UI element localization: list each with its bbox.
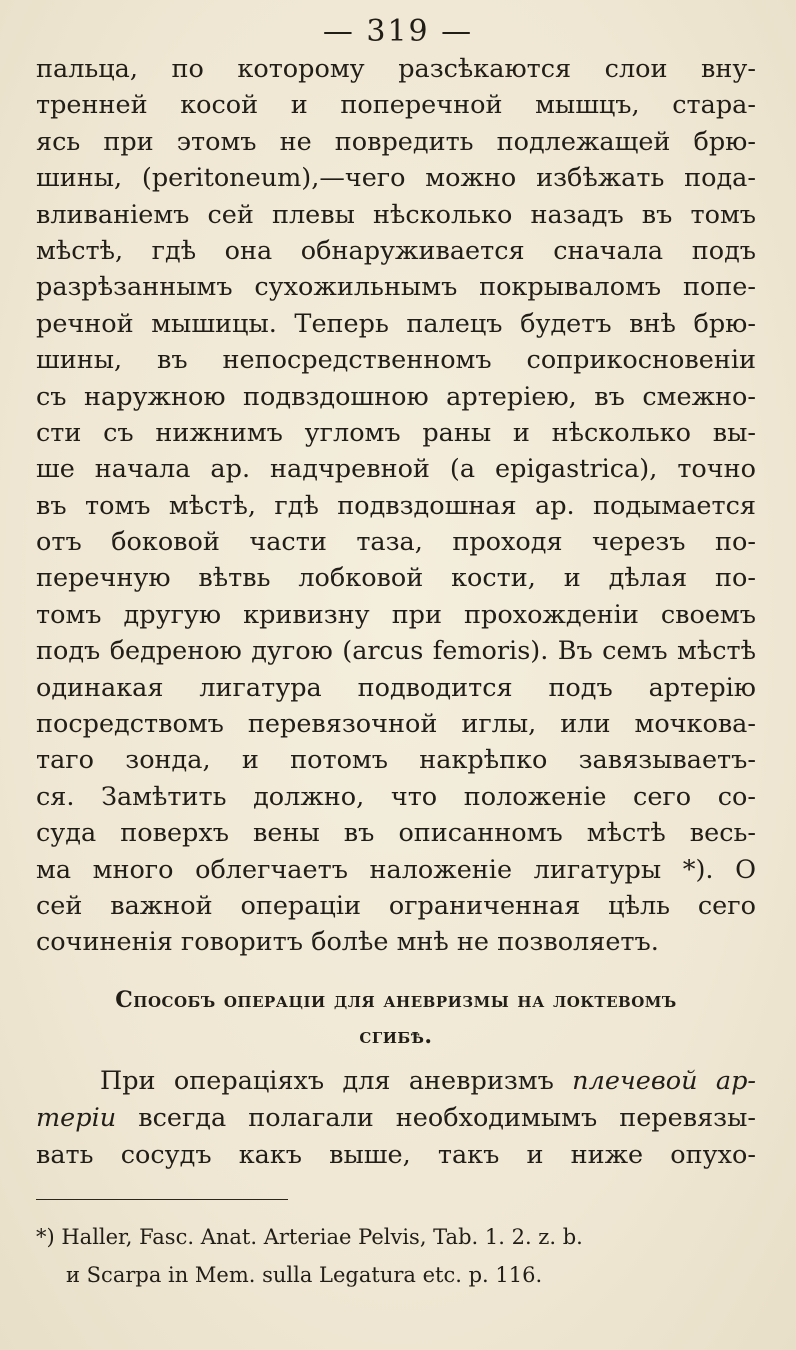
text-line: отъ боковой части таза, проходя черезъ по- [36,527,756,558]
footnote-divider [36,1199,288,1200]
footnote-line: и Scarpa in Mem. sulla Legatura etc. p. 116. [66,1263,543,1287]
text-line: сей важной операціи ограниченная цѣль сего [36,890,756,921]
text-line: пальца, по которому разсѣкаются слои вну- [36,54,756,84]
text-line: ма много облегчаетъ наложеніе лигатуры *). О [36,854,756,885]
text-line: посредствомъ перевязочной иглы, или мочкова- [36,709,756,740]
text-line: речной мышицы. Теперь палецъ будетъ внѣ брю- [36,308,756,339]
text-line: ся. Замѣтить должно, что положеніе сего со- [36,781,756,812]
text-line: съ наружною подвздошною артеріею, въ смежно- [36,381,756,412]
text-line: мѣстѣ, гдѣ она обнаруживается сначала подъ [36,235,756,266]
text-line: подъ бедреною дугою (arcus femoris). Въ семъ мѣстѣ [36,636,756,667]
text-line: сочиненія говоритъ болѣе мнѣ не позволяетъ. [36,927,659,958]
text-line: шины, въ непосредственномъ соприкосновеніи [36,345,756,376]
heading-line: сгибѣ. [359,1023,433,1050]
text-line [36,1100,756,1137]
text-line: ше начала ар. надчревной (a epigastrica), точно [36,454,756,485]
paragraph-1 [36,51,756,961]
paragraph-2 [36,1063,756,1174]
text-line: шины, (peritoneum),—чего можно избѣжать пода- [36,163,756,194]
text-line: перечную вѣтвь лобковой кости, и дѣлая по- [36,563,756,594]
text-line: одинакая лигатура подводится подъ артерію [36,672,756,703]
text-line: таго зонда, и потомъ накрѣпко завязываетъ- [36,745,756,776]
heading-line: Способъ операціи для аневризмы на локтевомъ [115,987,677,1013]
text-line: тренней косой и поперечной мышцъ, стара- [36,90,756,121]
text-line: томъ другую кривизну при прохожденіи своемъ [36,599,756,630]
section-heading [36,982,756,1055]
footnote-line: *) Haller, Fasc. Anat. Arteriae Pelvis, Tab. 1. 2. z. b. [36,1225,583,1249]
text-line: ясь при этомъ не повредить подлежащей брю- [36,126,756,157]
text-line: въ томъ мѣстѣ, гдѣ подвздошная ар. подымается [36,490,756,521]
text-line: сти съ нижнимъ угломъ раны и нѣсколько вы- [36,417,756,448]
page-number: — 319 — [322,14,474,49]
text-line [36,1063,756,1100]
footnotes [36,1218,756,1294]
text-line: вать сосудъ какъ выше, такъ и ниже опухо- [36,1140,756,1170]
text-line: вливаніемъ сей плевы нѣсколько назадъ въ томъ [36,199,756,230]
italic-term: плечевой ар- [572,1066,757,1096]
text-run: При операціяхъ для аневризмъ [100,1066,573,1096]
italic-term: теріи [36,1103,117,1133]
text-line: суда поверхъ вены въ описанномъ мѣстѣ весь- [36,818,756,849]
text-run: всегда полагали необходимымъ перевязы- [116,1103,756,1133]
text-line: разрѣзаннымъ сухожильнымъ покрываломъ попе- [36,272,756,303]
